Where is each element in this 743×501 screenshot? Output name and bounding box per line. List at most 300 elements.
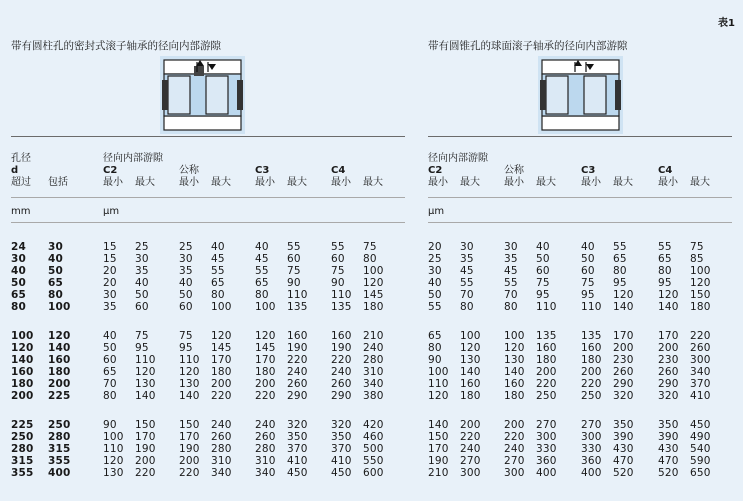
right-cell-c3max: 230 <box>613 354 634 366</box>
left-cell-c2min: 90 <box>103 419 117 431</box>
right-unit-rule <box>428 222 732 223</box>
right-cell-c3min: 180 <box>581 354 602 366</box>
right-cell-c3min: 400 <box>581 467 602 479</box>
left-cell-c4max: 380 <box>363 390 384 402</box>
right-cell-c3max: 200 <box>613 342 634 354</box>
left-cell-nmax: 200 <box>211 378 232 390</box>
right-table-title: 带有圆锥孔的球面滚子轴承的径向内部游隙 <box>428 40 628 52</box>
left-unit-um: μm <box>103 206 120 217</box>
left-cell-over: 24 <box>11 241 27 253</box>
right-min-c3: 最小 <box>581 177 601 188</box>
left-cell-c2min: 30 <box>103 289 117 301</box>
left-cell-nmax: 55 <box>211 265 225 277</box>
right-min-c4: 最小 <box>658 177 678 188</box>
right-header-c2: C2 <box>428 165 443 176</box>
left-cell-c3min: 45 <box>255 253 269 265</box>
right-cell-c4min: 140 <box>658 301 679 313</box>
left-cell-c3max: 220 <box>287 354 308 366</box>
left-cell-c2min: 65 <box>103 366 117 378</box>
left-cell-nmin: 220 <box>179 467 200 479</box>
left-cell-c3min: 55 <box>255 265 269 277</box>
right-cell-nmax: 160 <box>536 342 557 354</box>
left-cell-c2min: 70 <box>103 378 117 390</box>
left-cell-incl: 315 <box>48 443 71 455</box>
right-cell-c4max: 75 <box>690 241 704 253</box>
left-cell-c2max: 130 <box>135 378 156 390</box>
right-header-c3: C3 <box>581 165 596 176</box>
left-cell-incl: 120 <box>48 330 71 342</box>
left-cell-c3min: 220 <box>255 390 276 402</box>
left-cell-c4min: 320 <box>331 419 352 431</box>
left-cell-c4max: 600 <box>363 467 384 479</box>
right-unit-um: μm <box>428 206 445 217</box>
right-cell-c3min: 40 <box>581 241 595 253</box>
left-cell-nmin: 75 <box>179 330 193 342</box>
left-cell-incl: 200 <box>48 378 71 390</box>
left-cell-c3min: 260 <box>255 431 276 443</box>
right-cell-nmin: 130 <box>504 354 525 366</box>
right-cell-c3max: 290 <box>613 378 634 390</box>
left-cell-nmax: 40 <box>211 241 225 253</box>
right-cell-c4max: 490 <box>690 431 711 443</box>
right-cell-nmax: 250 <box>536 390 557 402</box>
left-max-c2: 最大 <box>135 177 155 188</box>
right-cell-c3max: 170 <box>613 330 634 342</box>
left-cell-c4min: 135 <box>331 301 352 313</box>
right-cell-c2min: 150 <box>428 431 449 443</box>
right-cell-nmax: 270 <box>536 419 557 431</box>
right-cell-c4min: 350 <box>658 419 679 431</box>
left-cell-nmax: 260 <box>211 431 232 443</box>
right-min-normal: 最小 <box>504 177 524 188</box>
right-min-c2: 最小 <box>428 177 448 188</box>
left-min-normal: 最小 <box>179 177 199 188</box>
left-cell-c4max: 75 <box>363 241 377 253</box>
left-cell-c4max: 500 <box>363 443 384 455</box>
left-cell-c2min: 15 <box>103 241 117 253</box>
right-cell-c3max: 65 <box>613 253 627 265</box>
left-cell-c3min: 240 <box>255 419 276 431</box>
right-cell-nmin: 240 <box>504 443 525 455</box>
left-cell-over: 180 <box>11 378 34 390</box>
right-max-c3: 最大 <box>613 177 633 188</box>
left-cell-nmin: 30 <box>179 253 193 265</box>
left-cell-incl: 30 <box>48 241 64 253</box>
right-cell-c2min: 55 <box>428 301 442 313</box>
right-cell-c3min: 270 <box>581 419 602 431</box>
left-cell-nmin: 150 <box>179 419 200 431</box>
left-header-normal: 公称 <box>179 165 199 176</box>
left-cell-c4max: 120 <box>363 277 384 289</box>
left-cell-c2min: 40 <box>103 330 117 342</box>
right-cell-c2max: 70 <box>460 289 474 301</box>
left-cell-c4max: 310 <box>363 366 384 378</box>
left-cell-incl: 225 <box>48 390 71 402</box>
right-cell-c3max: 95 <box>613 277 627 289</box>
left-cell-c3min: 100 <box>255 301 276 313</box>
left-header-over: 超过 <box>11 177 31 188</box>
left-cell-c4max: 340 <box>363 378 384 390</box>
left-cell-nmin: 110 <box>179 354 200 366</box>
left-cell-over: 160 <box>11 366 34 378</box>
right-cell-c3min: 160 <box>581 342 602 354</box>
right-header-c4: C4 <box>658 165 673 176</box>
left-cell-c3min: 120 <box>255 330 276 342</box>
right-cell-nmax: 300 <box>536 431 557 443</box>
right-cell-nmax: 400 <box>536 467 557 479</box>
right-cell-c4max: 260 <box>690 342 711 354</box>
left-cell-c2min: 60 <box>103 354 117 366</box>
left-cell-over: 65 <box>11 289 27 301</box>
left-cell-c2max: 170 <box>135 431 156 443</box>
right-cell-c3min: 110 <box>581 301 602 313</box>
left-cell-c2max: 150 <box>135 419 156 431</box>
right-cell-nmin: 55 <box>504 277 518 289</box>
left-cell-c4min: 90 <box>331 277 345 289</box>
right-cell-c2min: 110 <box>428 378 449 390</box>
right-cell-c3max: 320 <box>613 390 634 402</box>
left-cell-nmin: 190 <box>179 443 200 455</box>
right-cell-nmax: 200 <box>536 366 557 378</box>
right-cell-nmin: 70 <box>504 289 518 301</box>
left-cell-c3max: 75 <box>287 265 301 277</box>
right-cell-nmin: 180 <box>504 390 525 402</box>
right-cell-c3min: 135 <box>581 330 602 342</box>
right-max-normal: 最大 <box>536 177 556 188</box>
left-cell-c4min: 60 <box>331 253 345 265</box>
left-cell-c2max: 25 <box>135 241 149 253</box>
left-cell-c3max: 290 <box>287 390 308 402</box>
left-cell-c4min: 260 <box>331 378 352 390</box>
right-max-c4: 最大 <box>690 177 710 188</box>
left-cell-incl: 140 <box>48 342 71 354</box>
left-cell-c2min: 100 <box>103 431 124 443</box>
left-cell-c2max: 200 <box>135 455 156 467</box>
left-top-rule <box>11 136 405 137</box>
left-cell-nmax: 220 <box>211 390 232 402</box>
left-cell-incl: 355 <box>48 455 71 467</box>
left-cell-c2min: 120 <box>103 455 124 467</box>
left-cell-over: 120 <box>11 342 34 354</box>
left-cell-c3min: 310 <box>255 455 276 467</box>
left-cell-c2max: 35 <box>135 265 149 277</box>
right-cell-c4max: 410 <box>690 390 711 402</box>
left-cell-c2min: 20 <box>103 277 117 289</box>
left-cell-over: 40 <box>11 265 27 277</box>
left-cell-c4max: 280 <box>363 354 384 366</box>
right-cell-nmin: 200 <box>504 419 525 431</box>
right-cell-c2min: 65 <box>428 330 442 342</box>
right-cell-c2max: 100 <box>460 330 481 342</box>
left-cell-c2max: 190 <box>135 443 156 455</box>
left-cell-over: 280 <box>11 443 34 455</box>
right-cell-c4min: 65 <box>658 253 672 265</box>
right-cell-c2max: 80 <box>460 301 474 313</box>
left-cell-incl: 280 <box>48 431 71 443</box>
left-cell-c2min: 15 <box>103 253 117 265</box>
right-cell-c2min: 170 <box>428 443 449 455</box>
left-cell-c3max: 450 <box>287 467 308 479</box>
left-cell-c4min: 410 <box>331 455 352 467</box>
left-cell-over: 355 <box>11 467 34 479</box>
left-cell-c4max: 460 <box>363 431 384 443</box>
right-cell-c4min: 80 <box>658 265 672 277</box>
left-cell-over: 315 <box>11 455 34 467</box>
right-cell-nmin: 300 <box>504 467 525 479</box>
left-cell-c3min: 170 <box>255 354 276 366</box>
left-cell-incl: 65 <box>48 277 64 289</box>
left-cell-c3max: 410 <box>287 455 308 467</box>
right-cell-c3min: 200 <box>581 366 602 378</box>
left-cell-nmax: 120 <box>211 330 232 342</box>
left-cell-nmax: 310 <box>211 455 232 467</box>
right-cell-c4max: 100 <box>690 265 711 277</box>
left-cell-c2min: 20 <box>103 265 117 277</box>
left-cell-c4max: 240 <box>363 342 384 354</box>
right-cell-c3max: 470 <box>613 455 634 467</box>
right-cell-c2min: 140 <box>428 419 449 431</box>
left-cell-c3max: 90 <box>287 277 301 289</box>
right-cell-c2min: 40 <box>428 277 442 289</box>
left-cell-nmin: 140 <box>179 390 200 402</box>
left-cell-c2max: 220 <box>135 467 156 479</box>
right-cell-c3max: 350 <box>613 419 634 431</box>
left-max-c4: 最大 <box>363 177 383 188</box>
right-cell-c4min: 230 <box>658 354 679 366</box>
right-cell-c3min: 330 <box>581 443 602 455</box>
left-cell-c4min: 220 <box>331 354 352 366</box>
left-cell-nmax: 340 <box>211 467 232 479</box>
left-cell-c2min: 130 <box>103 467 124 479</box>
left-cell-c4max: 210 <box>363 330 384 342</box>
left-cell-c4min: 75 <box>331 265 345 277</box>
left-cell-incl: 50 <box>48 265 64 277</box>
right-cell-nmax: 180 <box>536 354 557 366</box>
right-cell-c3min: 50 <box>581 253 595 265</box>
right-cell-c2max: 200 <box>460 419 481 431</box>
left-cell-over: 140 <box>11 354 34 366</box>
right-cell-c4min: 170 <box>658 330 679 342</box>
left-cell-c3max: 240 <box>287 366 308 378</box>
left-cell-c2max: 120 <box>135 366 156 378</box>
right-cell-nmax: 135 <box>536 330 557 342</box>
left-header-c3: C3 <box>255 165 270 176</box>
right-cell-c3max: 390 <box>613 431 634 443</box>
right-cell-c2min: 190 <box>428 455 449 467</box>
right-cell-c3max: 80 <box>613 265 627 277</box>
left-cell-over: 80 <box>11 301 27 313</box>
right-cell-c4max: 150 <box>690 289 711 301</box>
right-cell-c4min: 430 <box>658 443 679 455</box>
right-cell-nmax: 95 <box>536 289 550 301</box>
right-header-clearance: 径向内部游隙 <box>428 153 488 164</box>
left-cell-c4max: 550 <box>363 455 384 467</box>
right-max-c2: 最大 <box>460 177 480 188</box>
left-header-d: d <box>11 165 19 176</box>
left-cell-incl: 40 <box>48 253 64 265</box>
right-header-rule <box>428 197 732 198</box>
right-cell-nmin: 80 <box>504 301 518 313</box>
left-cell-c3max: 160 <box>287 330 308 342</box>
left-cell-incl: 250 <box>48 419 71 431</box>
right-cell-c3max: 140 <box>613 301 634 313</box>
spherical-roller-bearing-tapered-bore-diagram <box>538 56 623 134</box>
left-cell-c3max: 60 <box>287 253 301 265</box>
right-cell-c2min: 25 <box>428 253 442 265</box>
left-cell-c4min: 350 <box>331 431 352 443</box>
right-cell-c3min: 75 <box>581 277 595 289</box>
left-unit-mm: mm <box>11 206 31 217</box>
right-cell-c4min: 470 <box>658 455 679 467</box>
left-unit-rule <box>11 222 405 223</box>
right-cell-c2min: 20 <box>428 241 442 253</box>
right-cell-c3max: 430 <box>613 443 634 455</box>
right-cell-c4max: 450 <box>690 419 711 431</box>
right-cell-nmax: 50 <box>536 253 550 265</box>
left-cell-c2max: 140 <box>135 390 156 402</box>
left-cell-nmax: 170 <box>211 354 232 366</box>
left-cell-c4max: 180 <box>363 301 384 313</box>
right-cell-c2max: 220 <box>460 431 481 443</box>
left-cell-nmax: 145 <box>211 342 232 354</box>
left-cell-over: 100 <box>11 330 34 342</box>
right-cell-nmin: 45 <box>504 265 518 277</box>
left-cell-nmin: 120 <box>179 366 200 378</box>
left-cell-c2max: 30 <box>135 253 149 265</box>
left-cell-c2max: 60 <box>135 301 149 313</box>
right-cell-nmax: 60 <box>536 265 550 277</box>
right-cell-c2min: 80 <box>428 342 442 354</box>
left-cell-c3max: 190 <box>287 342 308 354</box>
right-cell-nmin: 270 <box>504 455 525 467</box>
right-cell-c4max: 300 <box>690 354 711 366</box>
right-cell-c2max: 45 <box>460 265 474 277</box>
right-cell-c2max: 35 <box>460 253 474 265</box>
left-cell-c4max: 80 <box>363 253 377 265</box>
left-cell-incl: 400 <box>48 467 71 479</box>
left-cell-c3min: 40 <box>255 241 269 253</box>
right-cell-nmax: 40 <box>536 241 550 253</box>
left-cell-c4min: 450 <box>331 467 352 479</box>
right-cell-c4max: 590 <box>690 455 711 467</box>
right-cell-c3min: 250 <box>581 390 602 402</box>
left-cell-c4min: 160 <box>331 330 352 342</box>
left-cell-c3max: 370 <box>287 443 308 455</box>
right-cell-c3max: 120 <box>613 289 634 301</box>
left-cell-incl: 100 <box>48 301 71 313</box>
right-cell-c2max: 30 <box>460 241 474 253</box>
right-cell-c4min: 290 <box>658 378 679 390</box>
right-cell-c3min: 300 <box>581 431 602 443</box>
left-min-c2: 最小 <box>103 177 123 188</box>
right-cell-c4min: 520 <box>658 467 679 479</box>
right-cell-nmax: 75 <box>536 277 550 289</box>
left-cell-c3min: 145 <box>255 342 276 354</box>
right-cell-c4min: 55 <box>658 241 672 253</box>
right-cell-nmin: 30 <box>504 241 518 253</box>
left-header-incl: 包括 <box>48 177 68 188</box>
right-cell-c4max: 85 <box>690 253 704 265</box>
right-cell-c3min: 360 <box>581 455 602 467</box>
right-cell-c4min: 200 <box>658 342 679 354</box>
left-cell-c2max: 40 <box>135 277 149 289</box>
right-cell-c3min: 220 <box>581 378 602 390</box>
left-cell-c3max: 350 <box>287 431 308 443</box>
left-cell-c4min: 55 <box>331 241 345 253</box>
left-cell-nmin: 25 <box>179 241 193 253</box>
left-table-title: 带有圆柱孔的密封式滚子轴承的径向内部游隙 <box>11 40 221 52</box>
right-cell-c2max: 160 <box>460 378 481 390</box>
right-cell-c4min: 260 <box>658 366 679 378</box>
left-cell-c4min: 370 <box>331 443 352 455</box>
right-cell-c2min: 100 <box>428 366 449 378</box>
right-cell-c2min: 120 <box>428 390 449 402</box>
right-cell-nmin: 100 <box>504 330 525 342</box>
left-cell-nmin: 130 <box>179 378 200 390</box>
left-header-c2: C2 <box>103 165 118 176</box>
left-cell-over: 30 <box>11 253 27 265</box>
right-cell-c2max: 300 <box>460 467 481 479</box>
left-cell-c2min: 35 <box>103 301 117 313</box>
left-cell-c3min: 80 <box>255 289 269 301</box>
left-header-rule <box>11 197 405 198</box>
left-cell-nmin: 170 <box>179 431 200 443</box>
left-cell-nmax: 100 <box>211 301 232 313</box>
left-cell-c3min: 200 <box>255 378 276 390</box>
right-cell-c2min: 30 <box>428 265 442 277</box>
right-top-rule <box>428 136 732 137</box>
left-min-c3: 最小 <box>255 177 275 188</box>
right-cell-c4min: 320 <box>658 390 679 402</box>
right-cell-c4max: 120 <box>690 277 711 289</box>
right-cell-c3max: 260 <box>613 366 634 378</box>
left-cell-nmin: 35 <box>179 265 193 277</box>
left-cell-c2max: 50 <box>135 289 149 301</box>
left-cell-c4min: 240 <box>331 366 352 378</box>
left-cell-over: 200 <box>11 390 34 402</box>
right-cell-nmin: 160 <box>504 378 525 390</box>
left-cell-c3max: 55 <box>287 241 301 253</box>
left-cell-nmax: 280 <box>211 443 232 455</box>
left-cell-over: 225 <box>11 419 34 431</box>
right-cell-c4max: 340 <box>690 366 711 378</box>
left-cell-nmax: 65 <box>211 277 225 289</box>
right-cell-c2max: 180 <box>460 390 481 402</box>
left-cell-c3max: 135 <box>287 301 308 313</box>
right-cell-c4max: 540 <box>690 443 711 455</box>
left-cell-c2max: 110 <box>135 354 156 366</box>
left-cell-incl: 160 <box>48 354 71 366</box>
left-cell-c4max: 420 <box>363 419 384 431</box>
left-cell-c4min: 290 <box>331 390 352 402</box>
right-cell-c2min: 210 <box>428 467 449 479</box>
right-cell-c3max: 55 <box>613 241 627 253</box>
left-cell-c2max: 95 <box>135 342 149 354</box>
left-cell-over: 250 <box>11 431 34 443</box>
left-cell-nmin: 60 <box>179 301 193 313</box>
right-cell-c3min: 95 <box>581 289 595 301</box>
left-cell-c3max: 260 <box>287 378 308 390</box>
right-cell-nmin: 120 <box>504 342 525 354</box>
left-header-bore: 孔径 <box>11 153 31 164</box>
left-cell-nmax: 80 <box>211 289 225 301</box>
right-cell-c4max: 220 <box>690 330 711 342</box>
left-cell-c4max: 100 <box>363 265 384 277</box>
left-cell-c3max: 110 <box>287 289 308 301</box>
right-cell-c2max: 120 <box>460 342 481 354</box>
right-cell-c4min: 95 <box>658 277 672 289</box>
left-cell-c3min: 180 <box>255 366 276 378</box>
